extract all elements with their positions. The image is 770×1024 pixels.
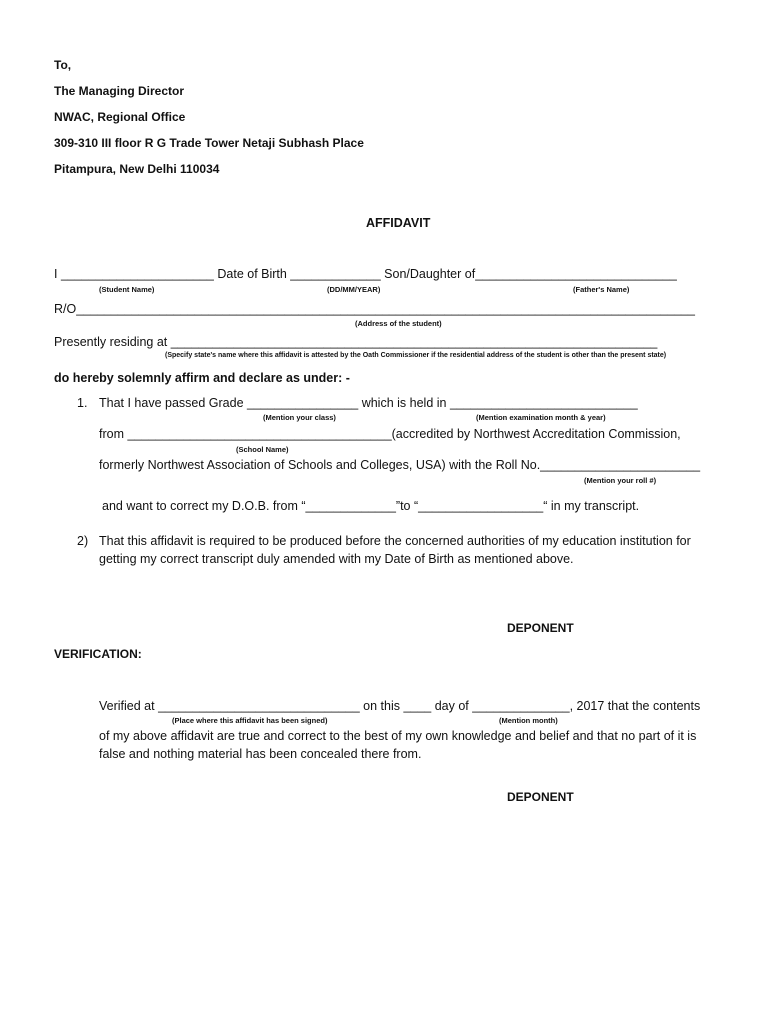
caption-address: (Address of the student) (355, 319, 442, 328)
intro-line-1: I ______________________ Date of Birth _____________ Son/Daughter of_____________________________ (54, 267, 677, 281)
item-1-line-2: from ______________________________________(accredited by Northwest Accreditation Commission, (99, 427, 681, 441)
intro-line-3: Presently residing at ______________________________________________________________________ (54, 335, 658, 349)
caption-school: (School Name) (236, 445, 289, 454)
item-1-line-1: That I have passed Grade ________________ which is held in ___________________________ (99, 396, 638, 410)
address-line-2: NWAC, Regional Office (54, 110, 186, 124)
address-line-1: The Managing Director (54, 84, 185, 98)
verification-heading: VERIFICATION: (54, 647, 142, 661)
verification-line-2: of my above affidavit are true and correct to the best of my own knowledge and belief and that no part of it is (99, 729, 697, 743)
item-1-number: 1. (77, 396, 88, 410)
address-line-4: Pitampura, New Delhi 110034 (54, 162, 220, 176)
address-line-3: 309-310 III floor R G Trade Tower Netaji Subhash Place (54, 136, 364, 150)
item-1-line-3: formerly Northwest Association of Schools and Colleges, USA) with the Roll No._______________________ (99, 458, 701, 472)
declaration-heading: do hereby solemnly affirm and declare as under: - (54, 371, 350, 385)
deponent-label-2: DEPONENT (507, 790, 574, 804)
intro-line-2: R/O_________________________________________________________________________________________ (54, 302, 695, 316)
verification-line-3: false and nothing material has been concealed there from. (99, 747, 422, 761)
caption-dob: (DD/MM/YEAR) (327, 285, 381, 294)
item-2-line-2: getting my correct transcript duly amended with my Date of Birth as mentioned above. (99, 552, 574, 566)
caption-student-name: (Student Name) (99, 285, 155, 294)
item-2-number: 2) (77, 534, 89, 548)
address-to: To, (54, 58, 72, 72)
caption-place: (Place where this affidavit has been signed) (172, 716, 328, 725)
verification-line-1: Verified at _____________________________ on this ____ day of ______________, 2017 that the contents (99, 699, 701, 713)
caption-class: (Mention your class) (263, 413, 336, 422)
caption-roll: (Mention your roll #) (584, 476, 657, 485)
caption-state: (Specify state's name where this affidavit is attested by the Oath Commissioner if the residential address of the student is other than the present state) (165, 352, 667, 359)
deponent-label-1: DEPONENT (507, 621, 574, 635)
caption-month: (Mention month) (499, 716, 558, 725)
item-2-line-1: That this affidavit is required to be produced before the concerned authorities of my education institution for (99, 534, 691, 548)
item-1-line-4: and want to correct my D.O.B. from “_____________”to “__________________“ in my transcript. (102, 499, 640, 513)
caption-father-name: (Father's Name) (573, 285, 630, 294)
caption-exam: (Mention examination month & year) (476, 413, 606, 422)
document-title: AFFIDAVIT (366, 216, 431, 230)
